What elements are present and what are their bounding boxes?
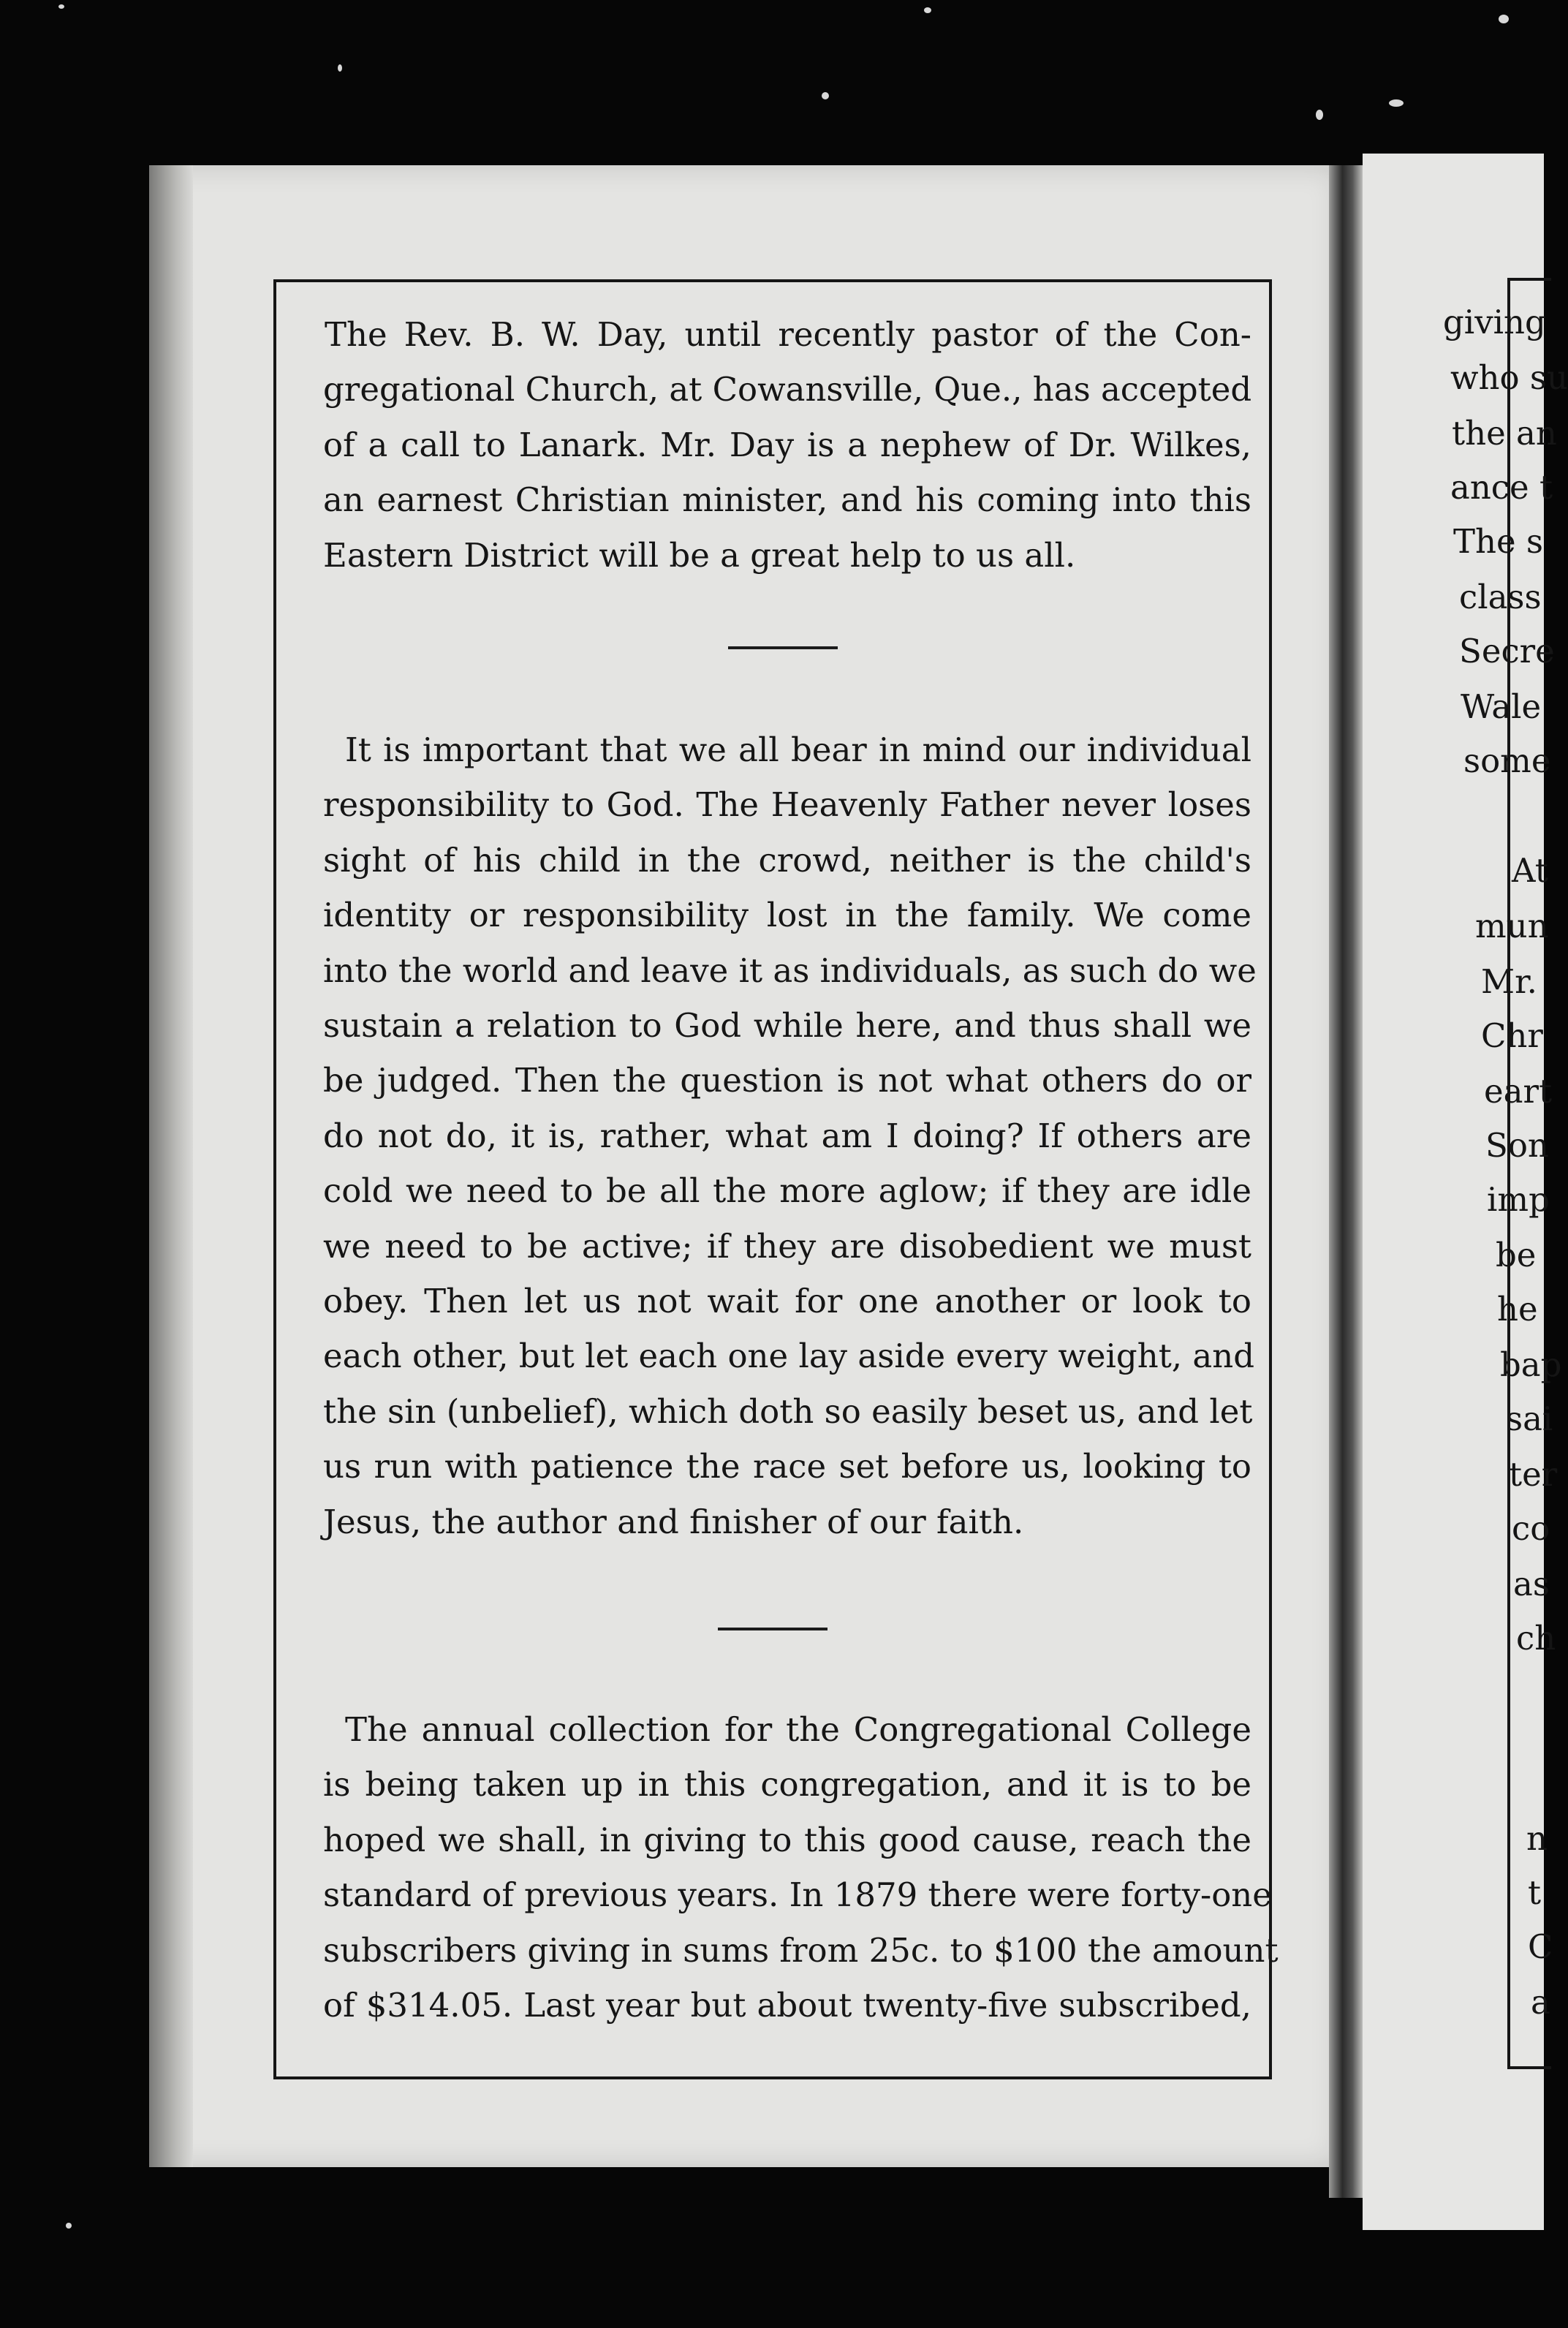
text-line: hoped we shall, in giving to this good cause, reach the [323, 1820, 1251, 1859]
facing-text: co [1512, 1509, 1550, 1548]
text-line: identity or responsibility lost in the family. We come [323, 896, 1251, 935]
text-line: The Rev. B. W. Day, until recently pastor of the Con- [325, 315, 1251, 354]
facing-text: C [1528, 1927, 1553, 1966]
scan-speck [58, 4, 64, 9]
text-line: It is important that we all bear in mind our individual [345, 730, 1251, 769]
facing-text: Wale [1461, 687, 1542, 726]
scan-speck [338, 64, 342, 72]
text-line: into the world and leave it as individuals, as such do we [323, 951, 1257, 990]
text-line: an earnest Christian minister, and his coming into this [323, 480, 1251, 520]
scan-speck [924, 7, 931, 13]
text-line: sight of his child in the crowd, neither is the child's [323, 840, 1251, 880]
text-line: us run with patience the race set before us, looking to [323, 1447, 1251, 1486]
facing-text: The s [1453, 522, 1544, 561]
facing-text: At [1512, 851, 1548, 890]
facing-text: ter [1509, 1455, 1558, 1494]
facing-text: bap [1500, 1345, 1562, 1384]
facing-text: some [1463, 741, 1551, 780]
text-line: the sin (unbelief), which doth so easily beset us, and let [323, 1391, 1253, 1431]
facing-text: ance t [1450, 468, 1553, 507]
facing-text: Chr [1481, 1016, 1543, 1055]
facing-text: t [1528, 1873, 1542, 1912]
facing-text: he [1497, 1290, 1538, 1329]
text-line: sustain a relation to God while here, and thus shall we [323, 1006, 1251, 1046]
scan-speck [1389, 99, 1404, 107]
facing-text: Son [1485, 1126, 1549, 1165]
text-line: cold we need to be all the more aglow; if they are idle [323, 1171, 1251, 1211]
facing-text: a [1531, 1983, 1550, 2022]
facing-text: n [1526, 1819, 1548, 1858]
text-line: gregational Church, at Cowansville, Que., has accepted [323, 370, 1252, 409]
facing-text: Secre [1459, 632, 1555, 670]
text-line: each other, but let each one lay aside every weight, and [323, 1337, 1255, 1376]
facing-text: imp [1487, 1180, 1550, 1219]
facing-text: Mr. [1481, 962, 1537, 1001]
facing-text: as [1513, 1565, 1550, 1603]
text-line: of a call to Lanark. Mr. Day is a nephew of Dr. Wilkes, [323, 425, 1251, 464]
text-line: we need to be active; if they are disobedient we must [323, 1226, 1251, 1266]
text-line: obey. Then let us not wait for one another or look to [323, 1282, 1251, 1321]
text-line: be judged. Then the question is not what others do or [323, 1061, 1251, 1100]
paragraph-responsibility [323, 722, 1257, 1549]
text-line: standard of previous years. In 1879 there were forty-one [323, 1875, 1272, 1915]
facing-text: who su [1450, 358, 1568, 397]
facing-text: be [1496, 1236, 1537, 1274]
left-page-edge [149, 165, 193, 2167]
facing-text: the an [1452, 414, 1557, 453]
scan-speck [822, 92, 829, 99]
facing-text: mun [1475, 907, 1549, 945]
text-line: of $314.05. Last year but about twenty-five subscribed, [323, 1986, 1251, 2025]
section-divider [728, 646, 838, 649]
text-line: The annual collection for the Congregational College [345, 1710, 1251, 1749]
text-line: Eastern District will be a great help to us all. [323, 535, 1076, 575]
section-divider [718, 1628, 827, 1630]
facing-text: class [1459, 578, 1542, 616]
scan-speck [1316, 110, 1323, 120]
text-line: subscribers giving in sums from 25c. to $100 the amount [323, 1930, 1279, 1970]
scan-speck [1499, 15, 1509, 23]
text-line: do not do, it is, rather, what am I doing? If others are [323, 1116, 1251, 1155]
book-gutter [1329, 165, 1363, 2198]
facing-text: sai [1506, 1399, 1553, 1438]
scan-speck [66, 2223, 72, 2229]
text-line: is being taken up in this congregation, and it is to be [323, 1765, 1251, 1804]
text-line: responsibility to God. The Heavenly Father never loses [323, 785, 1251, 825]
paragraph-rev-day [323, 307, 1251, 583]
facing-text: ch [1516, 1619, 1556, 1658]
facing-text: eart [1484, 1072, 1553, 1111]
text-line: Jesus, the author and finisher of our faith. [323, 1502, 1024, 1541]
facing-text: giving [1443, 303, 1546, 341]
paragraph-annual-collection [323, 1702, 1279, 2033]
